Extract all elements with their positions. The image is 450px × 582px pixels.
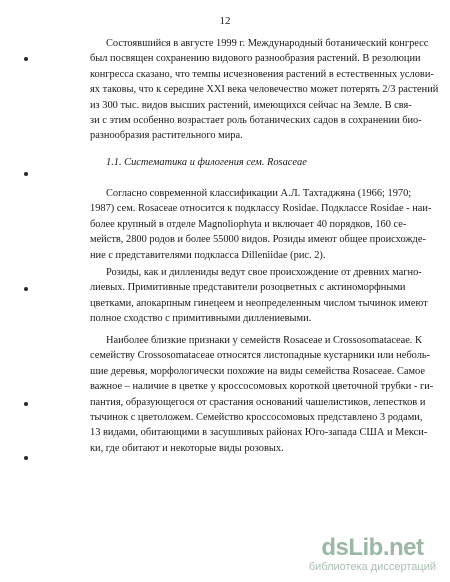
text-line: ние с представителями подкласса Dilleniidae (рис. 2). [90, 249, 326, 261]
paragraph-classification [90, 186, 432, 263]
margin-dot [24, 172, 28, 176]
text-line: зи с этим особенно возрастает роль ботанических садов в сохранении био- [90, 115, 422, 127]
text-line: пантия, образующегося от срастания оснований чашелистиков, лепестков и [90, 396, 426, 408]
text-line: ях таковы, что к середине XXI века человечество может потерять 2/3 растений [90, 84, 439, 96]
text-line: из 300 тыс. видов высших растений, имеющихся сейчас на Земле. В свя- [90, 99, 412, 111]
text-line: лиевых. Примитивные представители розоцветных с актиноморфными [90, 282, 406, 294]
text-line: полное сходство с примитивными диллениевыми. [90, 313, 312, 325]
margin-dot [24, 456, 28, 460]
text-line: семейству Crossosomataceae относятся листопадные кустарники или неболь- [90, 350, 431, 362]
text-line: Согласно современной классификации А.Л. Тахтаджяна (1966; 1970; [106, 188, 412, 199]
text-line: Наиболее близкие признаки у семейств Rosaceae и Crossosomataceae. К [106, 335, 422, 346]
text-line: Розиды, как и диллениды ведут свое происхождение от древних магно- [106, 267, 422, 278]
margin-dot [24, 402, 28, 406]
text-line: мейств, 2800 родов и более 55000 видов. Розиды имеют общее происхожде- [90, 234, 426, 246]
watermark-logo: dsLib.net [321, 534, 424, 561]
text-line: важное – наличие в цветке у кроссосомовых короткой цветочной трубки - ги- [90, 381, 434, 393]
paragraph-intro [90, 36, 439, 144]
text-line: был посвящен сохранению видового разнообразия растений. В резолюции [90, 53, 421, 65]
dslib-watermark [309, 535, 436, 574]
text-line: ки, где обитают и некоторые виды розовых. [90, 442, 284, 454]
text-line: 1987) сем. Rosaceae относится к подклассу Rosidae. Подклассе Rosidae - наи- [90, 203, 432, 215]
text-line: 13 видами, обитающими в засушливых районах Юго-запада США и Мекси- [90, 427, 428, 439]
margin-dot [24, 57, 28, 61]
text-line: разнообразия растительного мира. [90, 130, 243, 142]
text-line: тычинок с цветоложем. Семейство кроссосомовых представлено 3 родами, [90, 412, 423, 424]
section-heading [90, 155, 410, 170]
page-number: 12 [219, 15, 231, 27]
text-line: более крупный в отделе Magnoliophyta и включает 40 порядков, 160 се- [90, 218, 407, 230]
watermark-subtitle: библиотека диссертаций [308, 561, 436, 573]
section-heading-text: 1.1. Систематика и филогения сем. Rosaceae [106, 157, 307, 168]
text-line: шие деревья, морфологически похожие на виды семейства Rosaceae. Самое [90, 365, 425, 377]
paragraph-crossosomataceae [90, 333, 434, 456]
text-line: конгресса сказано, что темпы исчезновения растений в естественных услови- [90, 68, 434, 80]
text-line: Состоявшийся в августе 1999 г. Международный ботанический конгресс [106, 38, 429, 49]
text-line: цветками, апокарпным гинецеем и неопределенным числом тычинок имеют [90, 297, 428, 309]
margin-dot [24, 287, 28, 291]
paragraph-rosids [90, 265, 428, 327]
